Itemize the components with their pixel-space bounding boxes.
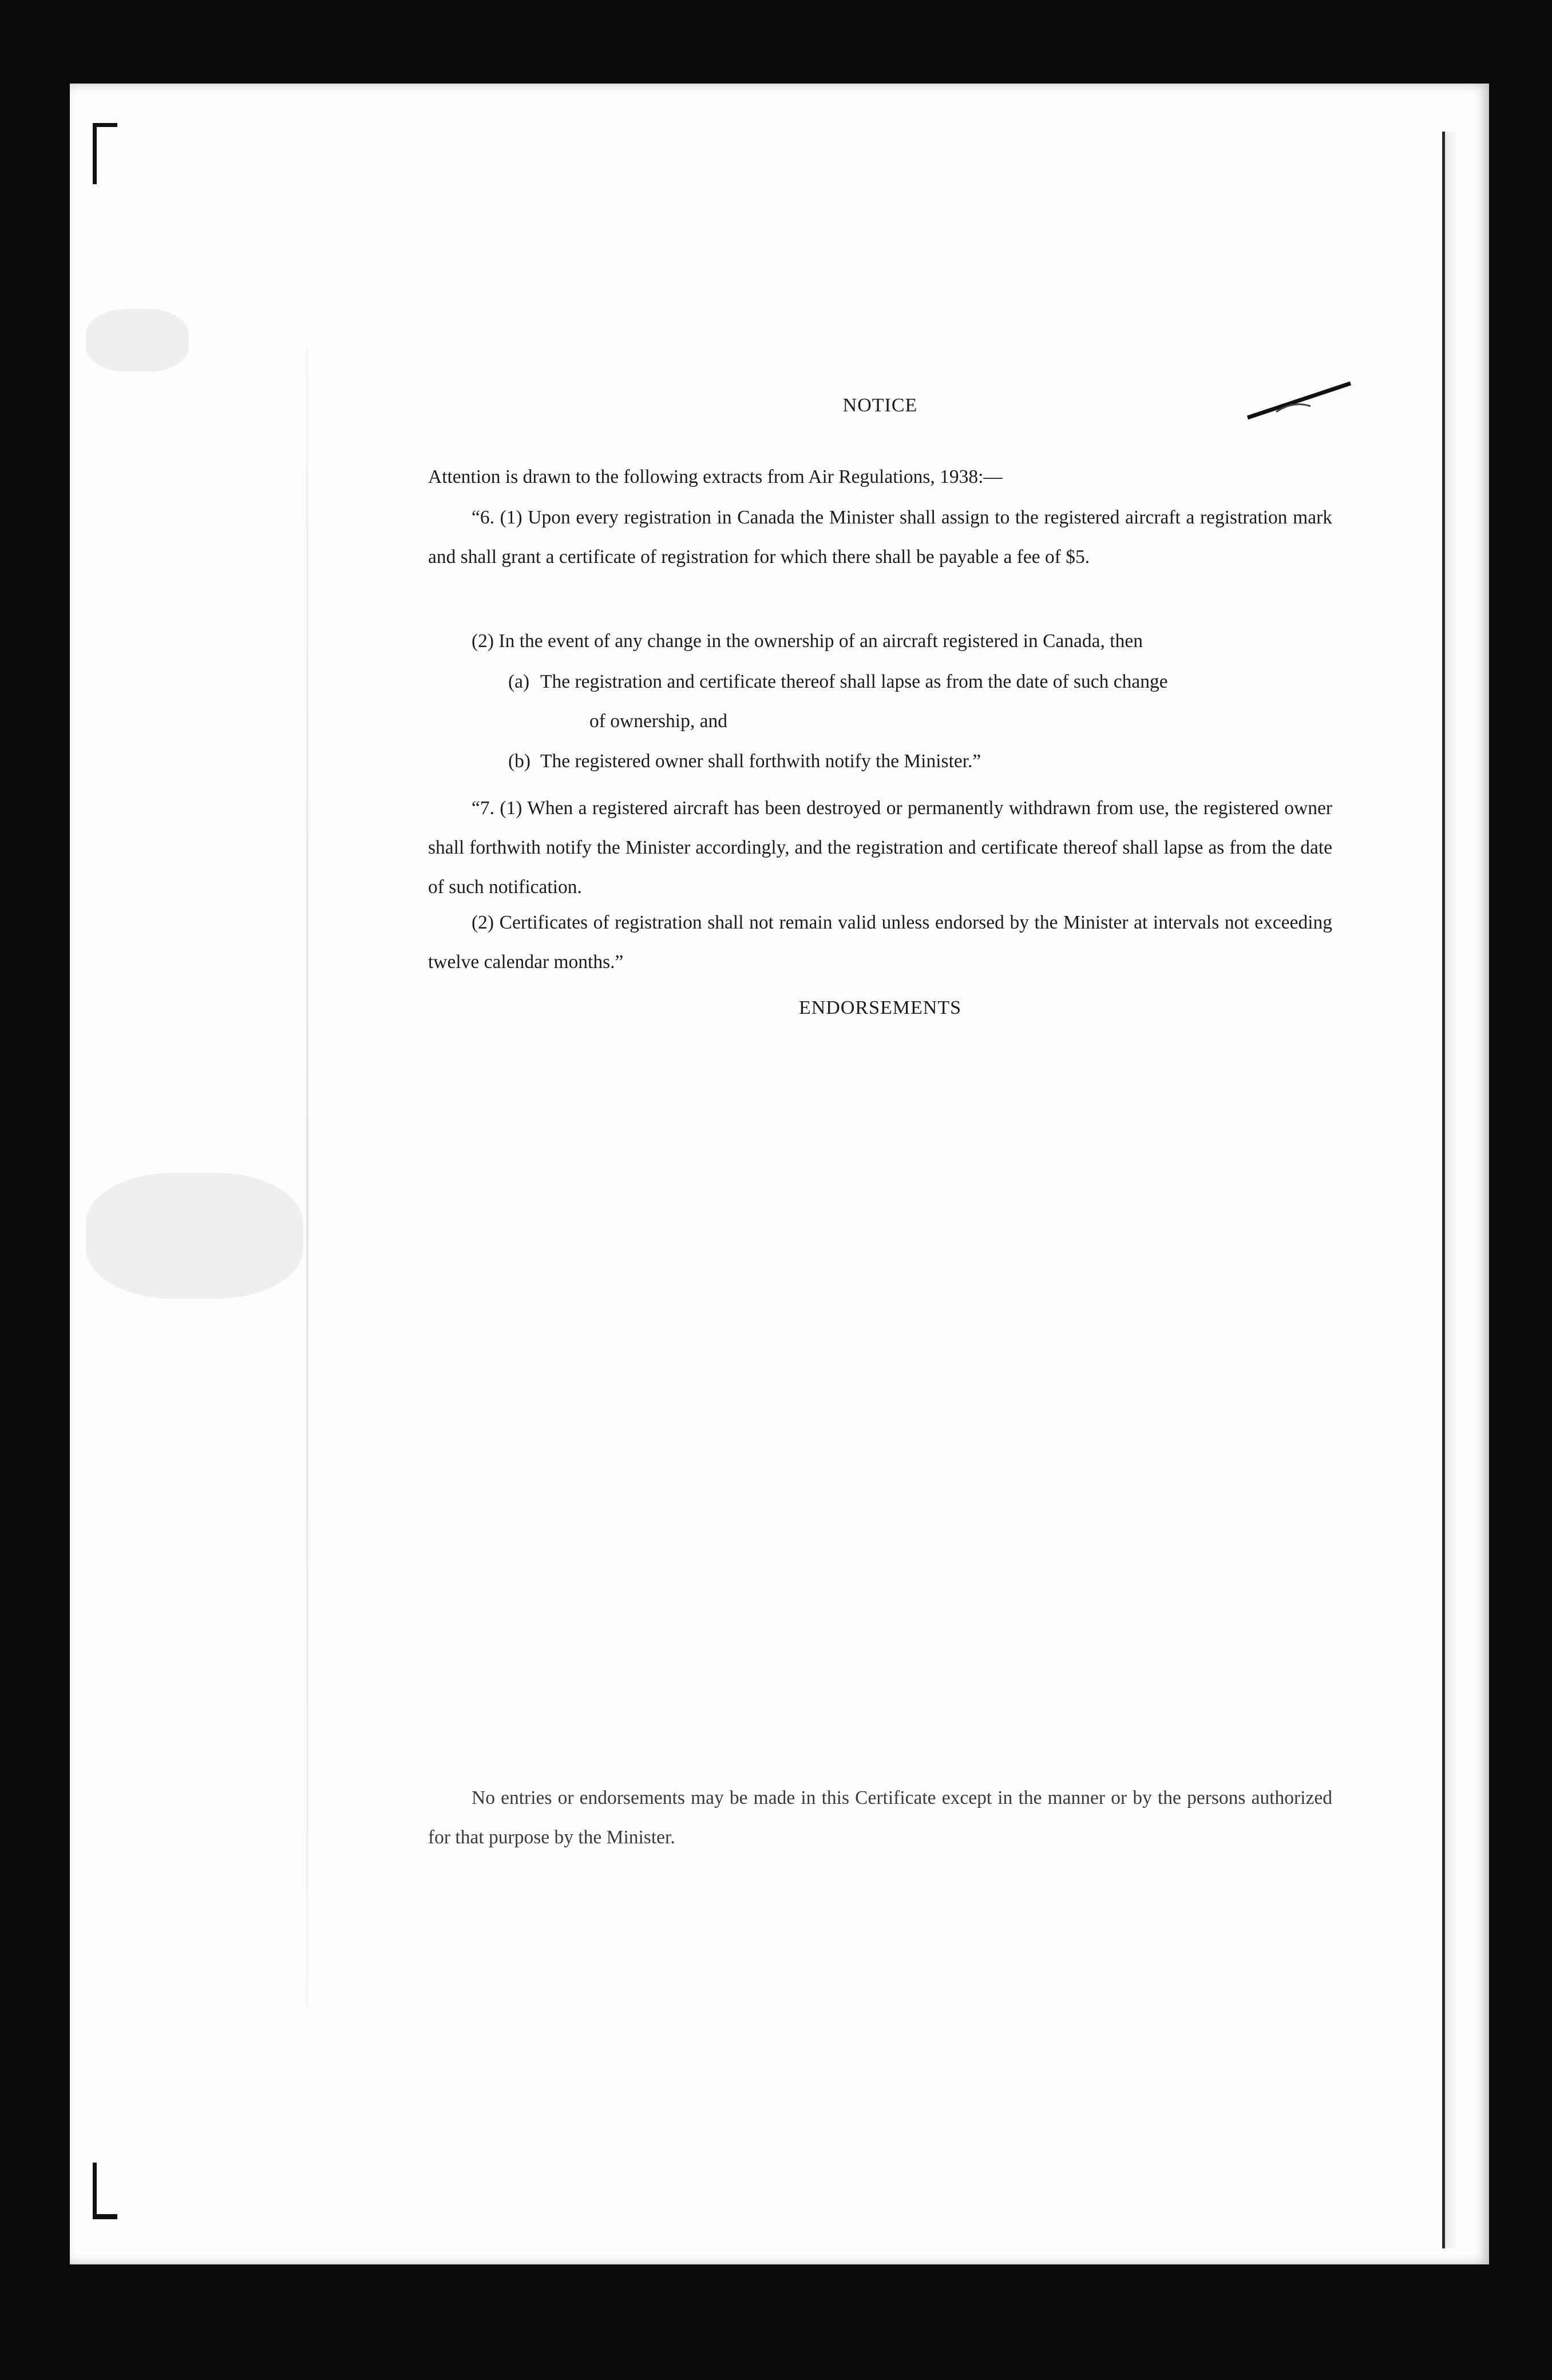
clause-marker-b: (b) (508, 751, 531, 772)
regulation-6-1-text: “6. (1) Upon every registration in Canada the Minister shall assign to the registered aircraft a registration mark and shall grant a certificate of registration for which there shall be payable a fee of $5. (428, 507, 1332, 568)
regulation-7-2-text: (2) Certificates of registration shall not remain valid unless endorsed by the Minister at intervals not exceeding twelve calendar months.” (428, 912, 1332, 973)
bleed-through-smudge (86, 309, 189, 372)
footer-note (428, 1778, 1332, 1857)
page-curl-edge (1442, 132, 1456, 2248)
footer-note-text: No entries or endorsements may be made in this Certificate except in the manner or by the persons authorized for that purpose by the Minister. (428, 1787, 1332, 1848)
clause-b-text: The registered owner shall forthwith notify the Minister.” (540, 751, 981, 772)
clause-a-line2: of ownership, and (589, 711, 727, 732)
crop-mark-top-left (93, 123, 117, 184)
notice-intro: Attention is drawn to the following extracts from Air Regulations, 1938:— (428, 466, 1003, 487)
notice-heading: NOTICE (842, 395, 918, 416)
bleed-through-smudge (86, 1173, 303, 1299)
clause-a-line1: The registration and certificate thereof shall lapse as from the date of such change (540, 671, 1168, 692)
endorsements-heading: ENDORSEMENTS (798, 997, 962, 1018)
regulation-7-1-text: “7. (1) When a registered aircraft has been destroyed or permanently withdrawn from use, the registered owner shall forthwith notify the Minister accordingly, and the registration and certificate thereof shall lapse as from the date of such notification. (428, 798, 1332, 898)
regulation-6-2-text: (2) In the event of any change in the ownership of an aircraft registered in Canada, then (472, 630, 1143, 652)
fold-line (306, 349, 308, 2008)
regulation-7-1 (428, 788, 1332, 907)
crop-mark-bottom-left (93, 2163, 117, 2219)
regulation-6-2-b (508, 741, 1332, 781)
regulation-7-2 (428, 903, 1332, 982)
clause-marker-a: (a) (508, 671, 530, 692)
notice-body (428, 457, 1332, 497)
regulation-6-1 (428, 498, 1332, 577)
regulation-6-2-a (508, 662, 1332, 741)
regulation-6-2 (428, 621, 1332, 661)
